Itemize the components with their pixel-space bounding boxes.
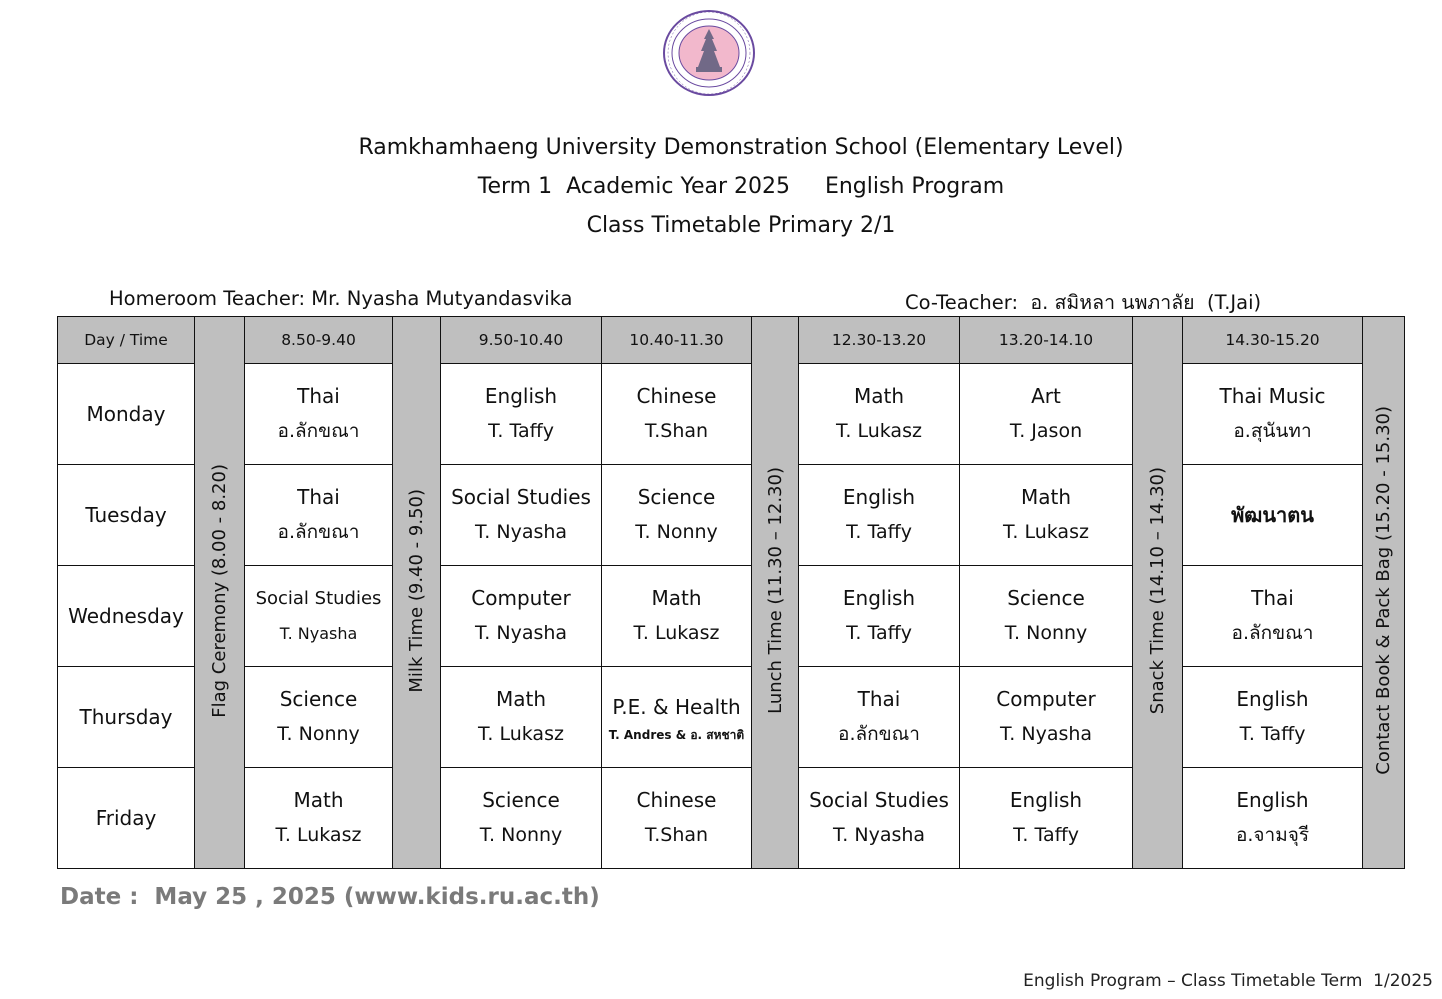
subject: Thai [297,384,340,408]
subject: English [842,586,916,610]
period-header: 13.20-14.10 [960,317,1133,364]
period-header: 9.50-10.40 [441,317,602,364]
subject: P.E. & Health [612,694,741,719]
subject: English [1009,788,1083,812]
teacher: อ.ลักขณา [277,420,360,442]
subject: Science [637,485,716,509]
subject: English [1236,788,1309,812]
subject: Computer [471,586,571,610]
subject: Science [482,788,560,812]
timetable-cell [441,364,602,465]
teacher: T. Nyasha [474,622,568,644]
homeroom-teacher: Homeroom Teacher: Mr. Nyasha Mutyandasvika [109,287,573,310]
teacher: T. Lukasz [633,622,720,644]
subject: Thai Music [1219,384,1326,408]
subject: English [842,485,916,509]
teacher: T. Taffy [846,521,912,543]
teacher: T. Lukasz [1003,521,1089,543]
timetable-cell [602,768,752,869]
day-row-wednesday [58,566,1405,667]
break-flag-ceremony [195,317,245,869]
timetable-cell [960,364,1133,465]
timetable-cell [602,364,752,465]
timetable-cell [245,667,393,768]
subject: English [484,384,558,408]
teacher: T. Nyasha [999,723,1093,745]
day-label: Thursday [58,667,195,768]
subject: Chinese [636,788,717,812]
period-header: 8.50-9.40 [245,317,393,364]
break-label: Lunch Time (11.30 – 12.30) [764,467,786,714]
subject: พัฒนาตน [1231,502,1314,527]
timetable-cell [799,768,960,869]
timetable-cell [1183,768,1363,869]
timetable-cell [799,364,960,465]
timetable [57,316,1405,869]
subject: Thai [1251,586,1294,610]
subject: Science [1007,586,1085,610]
subject: Thai [857,687,901,711]
break-label: Flag Ceremony (8.00 - 8.20) [209,463,230,718]
school-name: Ramkhamhaeng University Demonstration School (Elementary Level) [358,135,1124,160]
timetable-cell [245,768,393,869]
teacher: T.Shan [644,824,709,846]
subject: English [1236,687,1309,711]
timetable-cell [799,465,960,566]
header-row [58,317,1405,364]
timetable-cell [441,566,602,667]
timetable-cell [799,566,960,667]
timetable-cell [960,768,1133,869]
day-row-monday [58,364,1405,465]
teacher: T. Taffy [1239,723,1306,745]
timetable-cell [602,465,752,566]
break-contact-book [1363,317,1405,869]
teacher: T. Taffy [846,622,912,644]
break-snack-time [1133,317,1183,869]
timetable-cell [602,566,752,667]
subject: Art [1031,384,1061,408]
subject: Math [495,687,547,711]
timetable-cell [1183,465,1363,566]
teacher: อ.ลักขณา [838,723,920,745]
teacher: T. Nonny [479,824,563,846]
timetable-cell [602,667,752,768]
break-milk-time [393,317,441,869]
day-row-thursday [58,667,1405,768]
class-line: Class Timetable Primary 2/1 [586,213,896,238]
break-label: Snack Time (14.10 – 14.30) [1147,466,1168,715]
day-label: Friday [58,768,195,869]
date-line: Date : May 25 , 2025 (www.kids.ru.ac.th) [60,884,600,910]
title-block [0,128,1442,245]
timetable-cell [799,667,960,768]
timetable-cell [245,465,393,566]
timetable-cell [960,566,1133,667]
subject: Math [1020,485,1072,509]
timetable-cell [245,566,393,667]
teacher: T. Nonny [277,723,360,745]
subject: Math [651,586,702,610]
period-header: 12.30-13.20 [799,317,960,364]
day-label: Tuesday [58,465,195,566]
break-label: Contact Book & Pack Bag (15.20 - 15.30) [1373,406,1394,775]
teacher: T.Shan [644,420,709,442]
teacher: T. Nyasha [474,521,568,543]
timetable-cell [441,768,602,869]
teacher: T. Taffy [488,420,554,442]
teacher: T. Lukasz [275,824,362,846]
page-footer: English Program – Class Timetable Term 1/2025 [1023,971,1433,991]
subject: Chinese [636,384,717,408]
teacher: อ.ลักขณา [1231,622,1314,644]
teacher: อ.สุนันทา [1233,420,1312,442]
timetable-cell [1183,364,1363,465]
subject: Science [279,687,358,711]
timetable-cell [960,465,1133,566]
timetable-cell [1183,566,1363,667]
subject: Social Studies [451,485,591,509]
timetable-cell [441,465,602,566]
subject: Thai [297,485,340,509]
teacher: อ.ลักขณา [277,521,360,543]
timetable-cell [960,667,1133,768]
day-label: Wednesday [58,566,195,667]
timetable-cell [441,667,602,768]
teacher: T. Nyasha [832,824,926,846]
period-header: 10.40-11.30 [602,317,752,364]
term-line: Term 1 Academic Year 2025 English Program [477,174,1005,199]
day-label: Monday [58,364,195,465]
teacher: T. Jason [1009,420,1083,442]
subject: Math [853,384,905,408]
teacher: T. Lukasz [478,723,564,745]
teacher: T. Lukasz [836,420,922,442]
subject: Social Studies [809,788,949,812]
subject: Computer [996,687,1096,711]
break-lunch-time [752,317,799,869]
corner-cell: Day / Time [58,317,195,364]
subject: Math [293,788,344,812]
teacher: อ.จามจุรี [1235,824,1310,846]
teacher: T. Nonny [635,521,718,543]
period-header: 14.30-15.20 [1183,317,1363,364]
teacher: T. Andres & อ. สหชาติ [608,727,745,742]
break-label: Milk Time (9.40 - 9.50) [406,488,427,693]
teacher: T. Nyasha [279,624,358,643]
subject: Social Studies [255,588,382,609]
timetable-cell [1183,667,1363,768]
teacher: T. Nonny [1004,622,1088,644]
day-row-friday [58,768,1405,869]
teacher: T. Taffy [1013,824,1079,846]
timetable-cell [245,364,393,465]
school-seal-logo-icon [662,9,756,97]
co-teacher: Co-Teacher: อ. สมิหลา นพภาลัย (T.Jai) [905,291,1262,314]
day-row-tuesday [58,465,1405,566]
